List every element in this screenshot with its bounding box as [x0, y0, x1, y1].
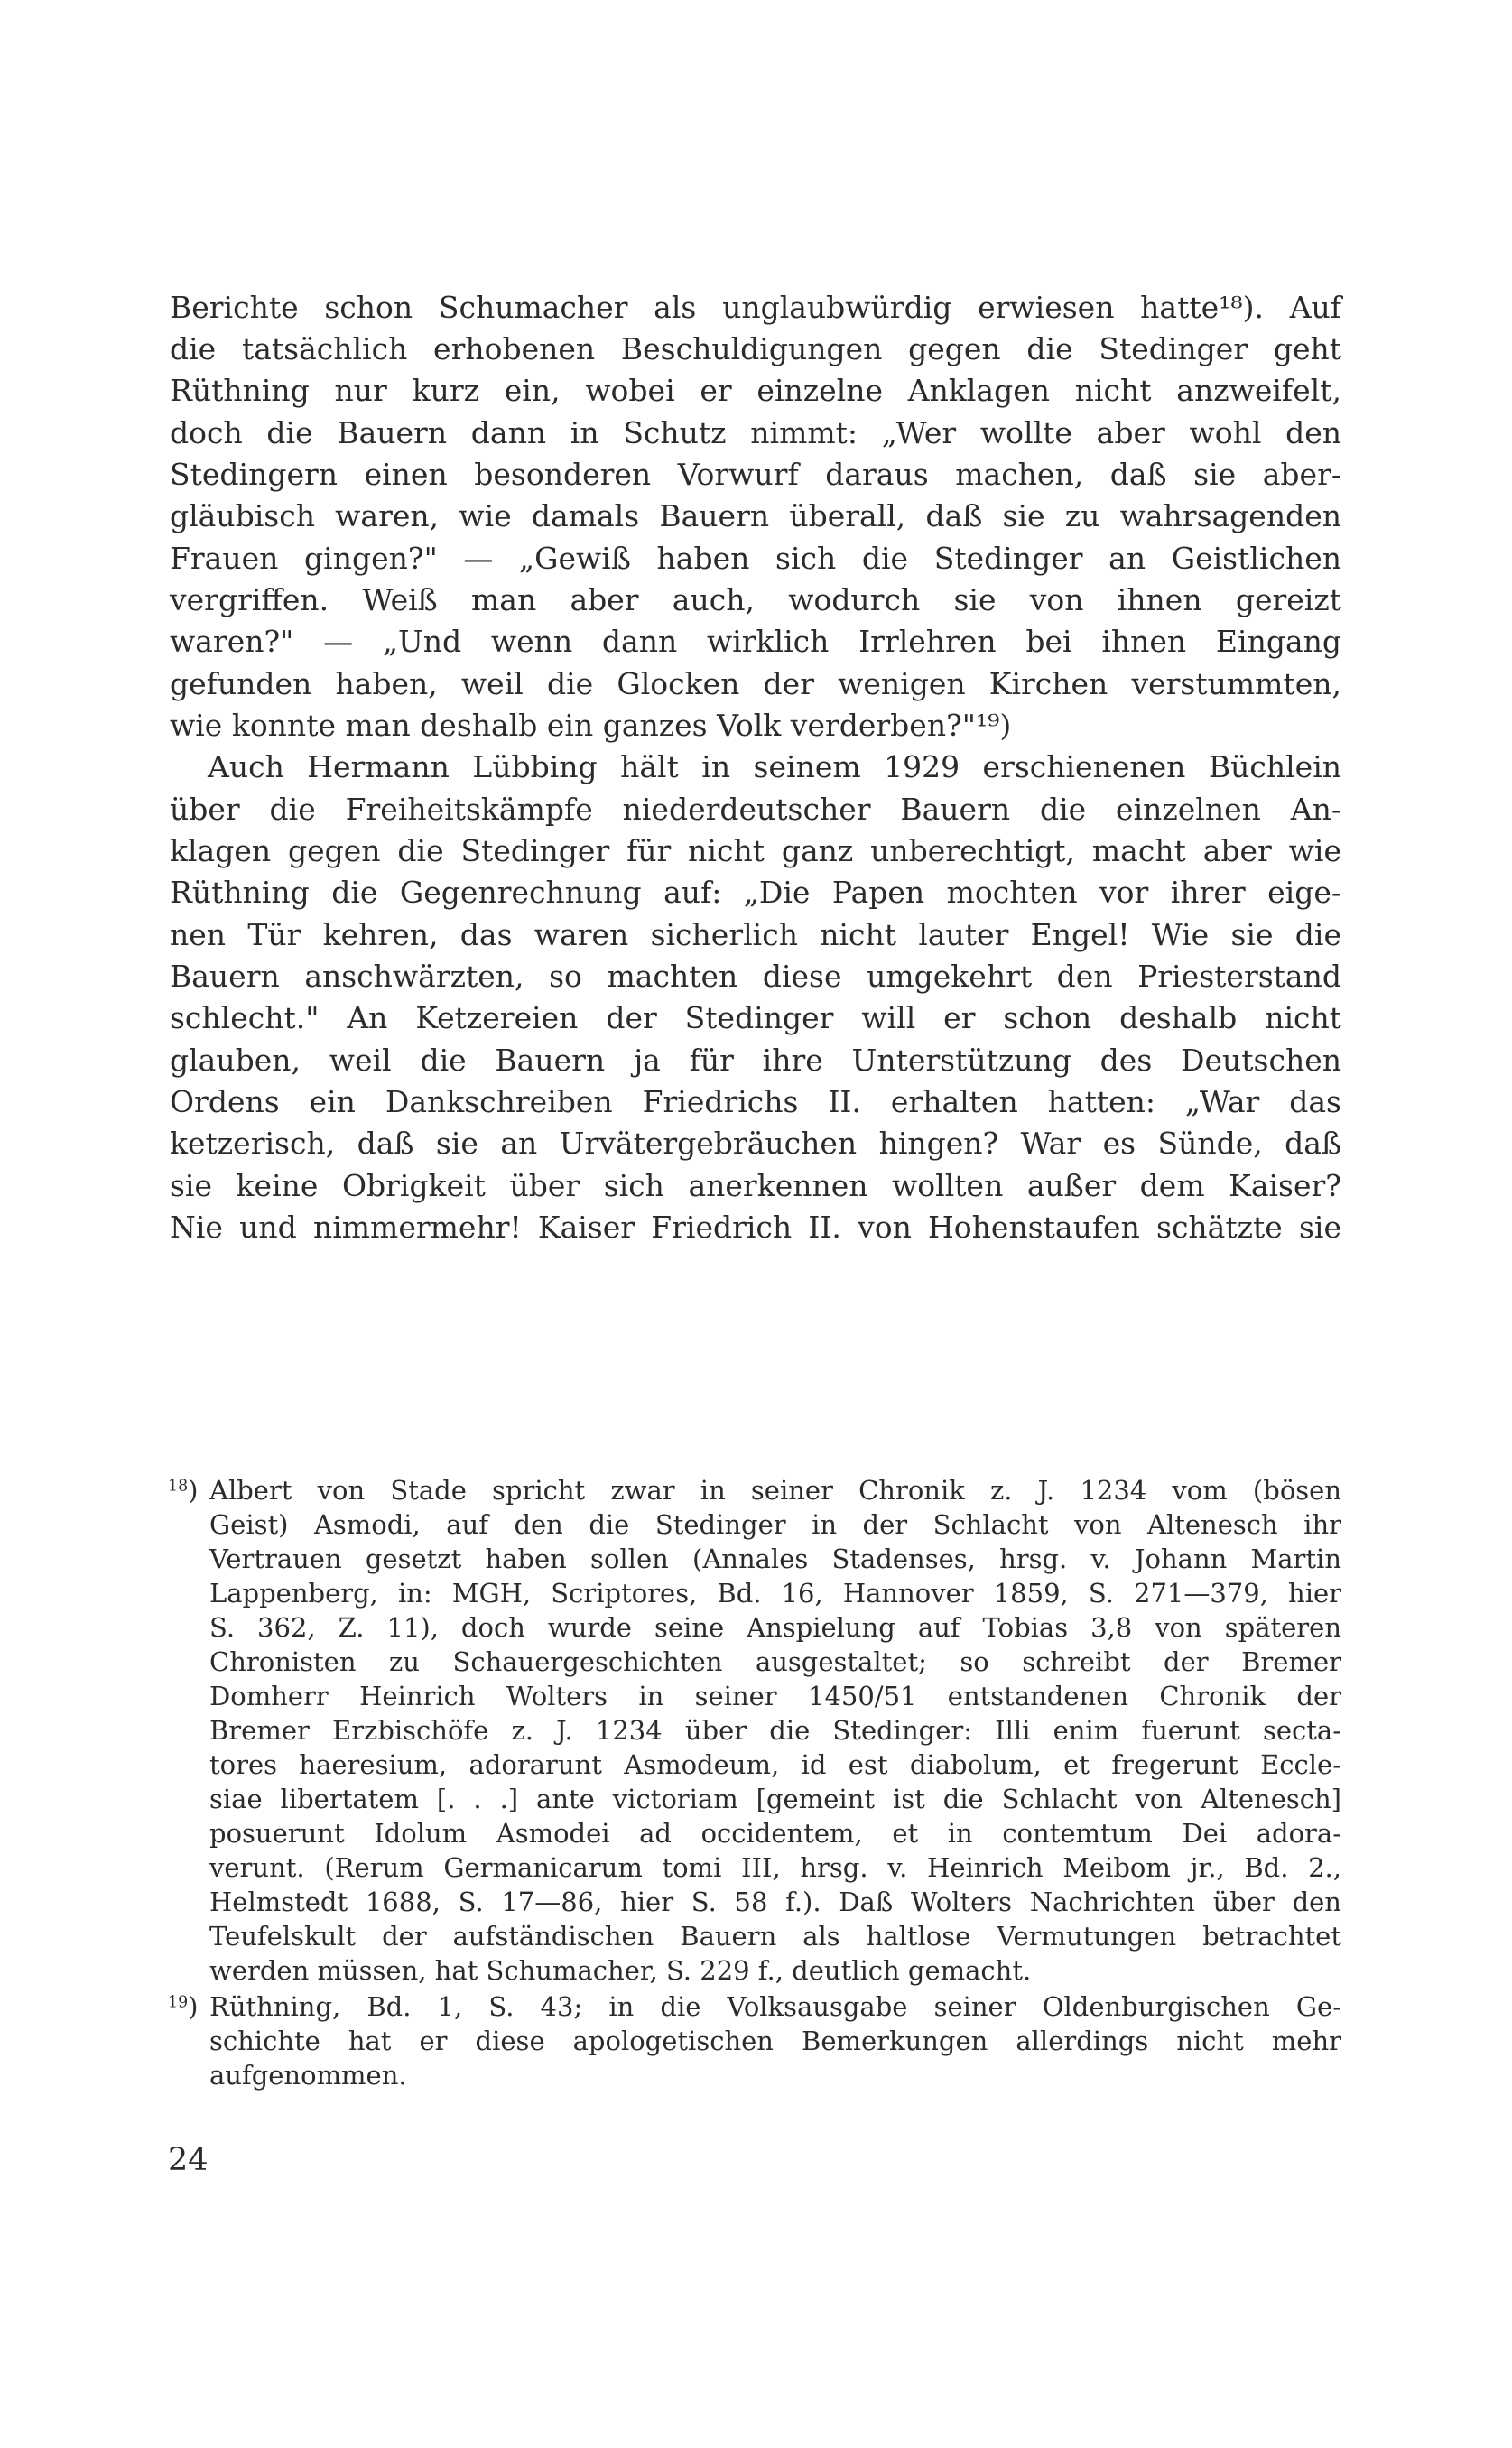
body-line: vergriffen. Weiß man aber auch, wodurch sie von ihnen gereizt [170, 582, 1341, 617]
body-line: Ordens ein Dankschreiben Friedrichs II. erhalten hatten: „War das [170, 1084, 1341, 1119]
body-line: glauben, weil die Bauern ja für ihre Unterstützung des Deutschen [170, 1043, 1341, 1078]
body-line: die tatsächlich erhobenen Beschuldigungen gegen die Stedinger geht [170, 331, 1341, 366]
body-line: Nie und nimmermehr! Kaiser Friedrich II. von Hohenstaufen schätzte sie [170, 1210, 1341, 1245]
body-line: Frauen gingen?" — „Gewiß haben sich die Stedinger an Geistlichen [170, 541, 1341, 576]
body-line: schlecht." An Ketzereien der Stedinger will er schon deshalb nicht [170, 1000, 1341, 1035]
body-line: Bauern anschwärzten, so machten diese umgekehrt den Priesterstand [170, 959, 1341, 994]
footnote-line: Teufelskult der aufständischen Bauern als haltlose Vermutungen betrachtet [209, 1921, 1341, 1952]
body-line: gefunden haben, weil die Glocken der wenigen Kirchen verstummten, [170, 666, 1341, 701]
body-line: klagen gegen die Stedinger für nicht ganz unberechtigt, macht aber wie [170, 833, 1341, 868]
body-line: sie keine Obrigkeit über sich anerkennen wollten außer dem Kaiser? [170, 1168, 1341, 1203]
footnote-line: tores haeresium, adorarunt Asmodeum, id est diabolum, et fregerunt Eccle- [209, 1749, 1341, 1780]
footnote-line: Geist) Asmodi, auf den die Stedinger in der Schlacht von Altenesch ihr [209, 1509, 1341, 1540]
footnote-line: Helmstedt 1688, S. 17—86, hier S. 58 f.). Daß Wolters Nachrichten über den [209, 1887, 1341, 1917]
body-line: wie konnte man deshalb ein ganzes Volk verderben?"¹⁹) [170, 708, 1012, 743]
footnote-marker: $^{18}$) [168, 1475, 199, 1506]
footnote-line: werden müssen, hat Schumacher, S. 229 f., deutlich gemacht. [209, 1955, 1032, 1986]
body-line: gläubisch waren, wie damals Bauern überall, daß sie zu wahrsagenden [170, 498, 1341, 533]
footnote-line: Vertrauen gesetzt haben sollen (Annales Stadenses, hrsg. v. Johann Martin [209, 1544, 1341, 1574]
footnote-line: Albert von Stade spricht zwar in seiner Chronik z. J. 1234 vom (bösen [209, 1475, 1341, 1506]
footnote-line: posuerunt Idolum Asmodei ad occidentem, et in contemtum Dei adora- [209, 1818, 1341, 1849]
body-line: nen Tür kehren, das waren sicherlich nicht lauter Engel! Wie sie die [170, 917, 1341, 952]
footnote-marker: $^{19}$) [168, 1991, 199, 2022]
footnote-line: S. 362, Z. 11), doch wurde seine Anspielung auf Tobias 3,8 von späteren [209, 1612, 1341, 1643]
footnote-line: Bremer Erzbischöfe z. J. 1234 über die Stedinger: Illi enim fuerunt secta- [209, 1715, 1341, 1746]
footnote-line: Lappenberg, in: MGH, Scriptores, Bd. 16, Hannover 1859, S. 271—379, hier [209, 1578, 1341, 1609]
body-line: waren?" — „Und wenn dann wirklich Irrlehren bei ihnen Eingang [170, 624, 1341, 659]
body-line: über die Freiheitskämpfe niederdeutscher Bauern die einzelnen An- [170, 792, 1341, 827]
footnote-line: aufgenommen. [209, 2060, 407, 2091]
footnote-line: schichte hat er diese apologetischen Bemerkungen allerdings nicht mehr [209, 2026, 1341, 2056]
page-number: 24 [168, 2142, 209, 2178]
body-line: Auch Hermann Lübbing hält in seinem 1929 erschienenen Büchlein [208, 749, 1341, 784]
footnote-line: verunt. (Rerum Germanicarum tomi III, hrsg. v. Heinrich Meibom jr., Bd. 2., [209, 1852, 1341, 1883]
body-line: Stedingern einen besonderen Vorwurf daraus machen, daß sie aber- [170, 457, 1341, 492]
body-line: Berichte schon Schumacher als unglaubwürdig erwiesen hatte¹⁸). Auf [170, 290, 1341, 325]
body-line: Rüthning nur kurz ein, wobei er einzelne Anklagen nicht anzweifelt, [170, 373, 1341, 408]
footnote-line: siae libertatem [. . .] ante victoriam [gemeint ist die Schlacht von Altenesch] [209, 1784, 1341, 1814]
footnote-line: Chronisten zu Schauergeschichten ausgestaltet; so schreibt der Bremer [209, 1646, 1341, 1677]
footnote-line: Domherr Heinrich Wolters in seiner 1450/51 entstandenen Chronik der [209, 1681, 1341, 1711]
body-line: ketzerisch, daß sie an Urvätergebräuchen hingen? War es Sünde, daß [170, 1126, 1341, 1161]
body-line: doch die Bauern dann in Schutz nimmt: „Wer wollte aber wohl den [170, 415, 1341, 450]
body-line: Rüthning die Gegenrechnung auf: „Die Papen mochten vor ihrer eige- [170, 875, 1341, 910]
footnote-line: Rüthning, Bd. 1, S. 43; in die Volksausgabe seiner Oldenburgischen Ge- [209, 1991, 1341, 2022]
